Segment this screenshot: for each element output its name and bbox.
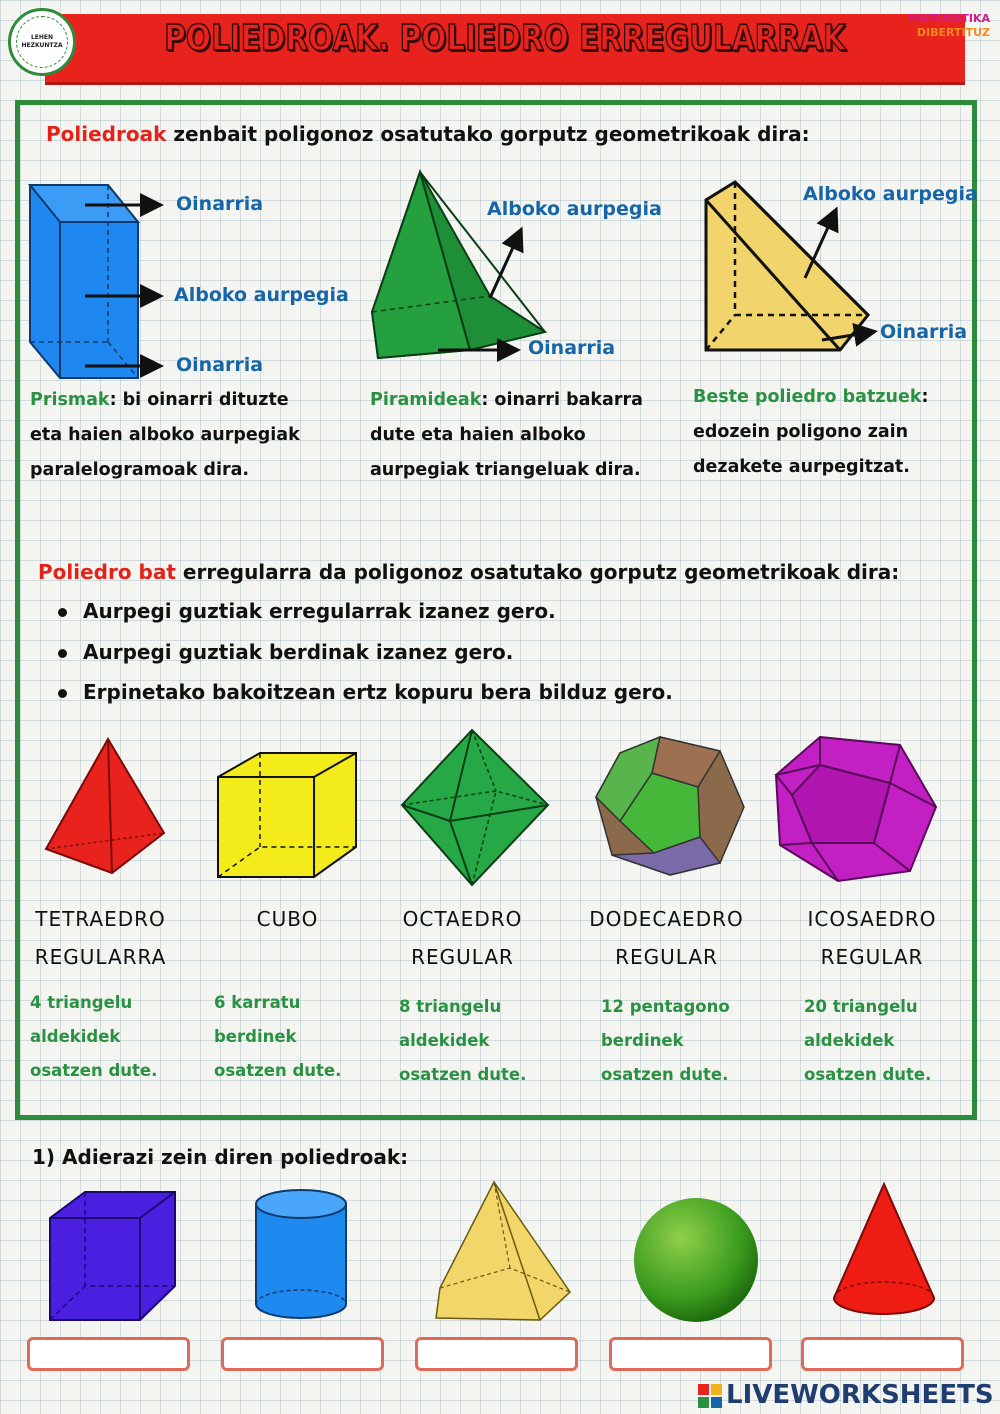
solid-name: DODECAEDRO: [589, 907, 744, 931]
pyramid-term: Piramideak: [370, 390, 482, 410]
label-other-base: Oinarria: [880, 321, 968, 343]
solid-desc-line: 4 triangelu: [30, 993, 133, 1012]
bullet-dot: [58, 689, 67, 698]
cone-shape: [834, 1184, 934, 1314]
solid-desc-line: 6 karratu: [214, 993, 301, 1012]
other-term: Beste poliedro batzuek: [693, 387, 922, 407]
bullet-text: Aurpegi guztiak berdinak izanez gero.: [83, 640, 514, 664]
intro-body: zenbait poligonoz osatutako gorputz geometrikoak dira:: [166, 122, 810, 146]
solid-name: REGULARRA: [34, 945, 167, 969]
solid-desc-line: osatzen dute.: [804, 1065, 932, 1084]
solid-desc-line: berdinek: [601, 1031, 684, 1050]
pyramid-shape: [436, 1182, 570, 1320]
brand-line1: MATEMATIKA: [909, 12, 990, 25]
school-logo: [8, 8, 76, 76]
cube-figure: [218, 753, 356, 877]
regular-body: erregularra da poligonoz osatutako gorputz geometrikoak dira:: [175, 560, 900, 584]
regular-highlight: Poliedro bat: [38, 560, 176, 584]
brand-logo: [900, 12, 990, 40]
solid-description-octahedron: [399, 990, 526, 1092]
exercise-prompt: 1) Adierazi zein diren poliedroak:: [32, 1145, 409, 1169]
solid-card-icosahedron: [797, 900, 947, 976]
prism-line2: eta haien alboko aurpegiak: [30, 425, 300, 445]
pyramid-description: [370, 383, 690, 488]
solid-card-cube: [215, 900, 360, 938]
solid-name: REGULAR: [820, 945, 924, 969]
cylinder-shape: [256, 1190, 346, 1318]
bullet-dot: [58, 608, 67, 617]
solid-card-dodecahedron: [584, 900, 749, 976]
intro-text: [46, 122, 810, 146]
solid-description-cube: [214, 986, 341, 1088]
platonic-solids: [0, 725, 1000, 890]
other-line2: edozein poligono zain: [693, 422, 909, 442]
solid-desc-line: osatzen dute.: [214, 1061, 342, 1080]
liveworksheets-icon: [698, 1384, 722, 1408]
solid-card-tetrahedron: [28, 900, 173, 976]
regular-definition: [38, 560, 899, 584]
bullet-item: [58, 680, 673, 704]
exercise-shapes: [0, 1178, 1000, 1328]
answer-box-pyramid[interactable]: [415, 1337, 578, 1371]
solid-desc-line: aldekidek: [399, 1031, 490, 1050]
tetrahedron-figure: [46, 739, 164, 873]
triangular-prism-figure: [706, 182, 872, 350]
prism-term: Prismak: [30, 390, 110, 410]
prism-description: [30, 383, 360, 488]
solid-name: OCTAEDRO: [402, 907, 523, 931]
prism-line3: paralelogramoak dira.: [30, 460, 250, 480]
liveworksheets-logo: LIVEWORKSHEETS: [726, 1380, 994, 1410]
sphere-shape: [634, 1198, 758, 1322]
logo-text: LEHEN HEZKUNTZA: [21, 34, 63, 49]
solid-name: ICOSAEDRO: [807, 907, 937, 931]
solid-desc-line: osatzen dute.: [601, 1065, 729, 1084]
prism-text1: : bi oinarri dituzte: [109, 390, 289, 410]
brand-line2: DIBERTITUZ: [916, 26, 990, 39]
prism-figure: [30, 185, 158, 378]
solid-name: REGULAR: [411, 945, 514, 969]
answer-box-sphere[interactable]: [609, 1337, 772, 1371]
other-text1: :: [921, 387, 929, 407]
label-prism-top: Oinarria: [176, 193, 264, 215]
bullet-text: Aurpegi guztiak erregularrak izanez gero.: [83, 599, 556, 623]
bullet-text: Erpinetako bakoitzean ertz kopuru bera bilduz gero.: [83, 680, 673, 704]
pyramid-text1: : oinarri bakarra: [481, 390, 643, 410]
solid-desc-line: 12 pentagono: [601, 997, 730, 1016]
other-description: [693, 380, 973, 485]
pyramid-line3: aurpegiak triangeluak dira.: [370, 460, 641, 480]
page-title: POLIEDROAK. POLIEDRO ERREGULARRAK: [164, 18, 846, 59]
pyramid-line2: dute eta haien alboko: [370, 425, 586, 445]
octahedron-figure: [402, 730, 548, 885]
solid-desc-line: osatzen dute.: [399, 1065, 527, 1084]
solid-name: REGULAR: [615, 945, 718, 969]
solid-desc-line: 20 triangelu: [804, 997, 918, 1016]
solid-description-icosahedron: [804, 990, 931, 1092]
solid-description-dodecahedron: [601, 990, 730, 1092]
solid-card-octahedron: [390, 900, 535, 976]
solid-desc-line: 8 triangelu: [399, 997, 502, 1016]
label-pyramid-base: Oinarria: [528, 337, 616, 359]
other-line3: dezakete aurpegitzat.: [693, 457, 910, 477]
label-prism-bottom: Oinarria: [176, 354, 264, 376]
icosahedron-figure: [776, 737, 936, 881]
label-other-side: Alboko aurpegia: [803, 183, 978, 205]
bullet-item: [58, 640, 513, 664]
solid-description-tetrahedron: [30, 986, 157, 1088]
bullet-item: [58, 599, 556, 623]
solid-desc-line: osatzen dute.: [30, 1061, 158, 1080]
answer-box-cylinder[interactable]: [221, 1337, 384, 1371]
solid-desc-line: aldekidek: [804, 1031, 895, 1050]
answer-box-cube[interactable]: [27, 1337, 190, 1371]
label-prism-side: Alboko aurpegia: [174, 284, 349, 306]
solid-name: CUBO: [256, 907, 319, 931]
solid-name: TETRAEDRO: [35, 907, 166, 931]
intro-highlight: Poliedroak: [46, 122, 167, 146]
solid-desc-line: aldekidek: [30, 1027, 121, 1046]
bullet-dot: [58, 649, 67, 658]
label-pyramid-side: Alboko aurpegia: [487, 198, 662, 220]
answer-box-cone[interactable]: [801, 1337, 964, 1371]
solid-desc-line: berdinek: [214, 1027, 297, 1046]
dodecahedron-figure: [596, 737, 744, 875]
cube-shape: [50, 1192, 175, 1320]
